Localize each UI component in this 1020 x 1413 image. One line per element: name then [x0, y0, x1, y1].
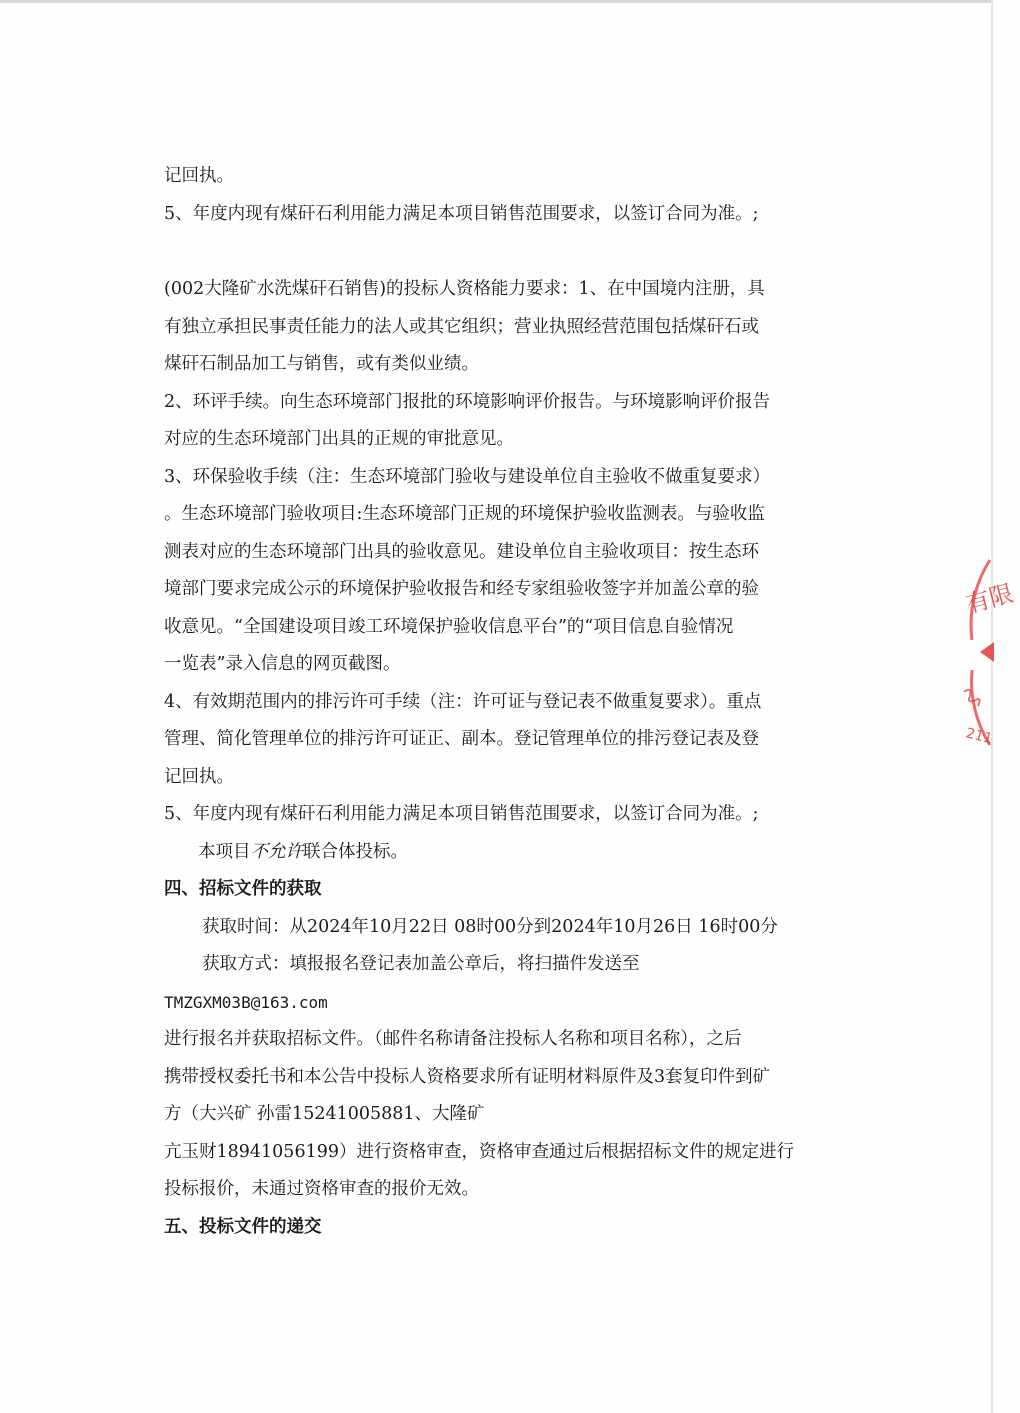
company-seal-stamp [930, 540, 1020, 770]
text-line: 一览表”录入信息的网页截图。 [164, 654, 401, 674]
text-line: 3、环保验收手续（注：生态环境部门验收与建设单位自主验收不做重复要求） [164, 466, 771, 487]
text-line: 收意见。“全国建设项目竣工环境保护验收信息平台”的“项目信息自验情况 [164, 616, 734, 637]
acquisition-time: 获取时间：从2024年10月22日 08时00分到2024年10月26日 16时00分 [202, 916, 778, 937]
consortium-line [164, 834, 829, 872]
text-line: 。生态环境部门验收项目:生态环境部门正规的环境保护验收监测表。与验收监 [164, 504, 765, 524]
text-line: 煤矸石制品加工与销售，或有类似业绩。 [164, 354, 479, 374]
email-address: TMZGXM03B@163.com [164, 992, 328, 1012]
blank-line [164, 233, 829, 271]
text-line: 记回执。 [164, 166, 234, 186]
text-line: 亢玉财18941056199）进行资格审查，资格审查通过后根据招标文件的规定进行 [164, 1141, 794, 1162]
text-line: 记回执。 [164, 766, 234, 787]
text-line: 有独立承担民事责任能力的法人或其它组织；营业执照经营范围包括煤矸石或 [164, 316, 759, 337]
text-line: 5、年度内现有煤矸石利用能力满足本项目销售范围要求，以签订合同为准。; [164, 804, 759, 824]
seal-text-bottom: 211 [964, 725, 994, 748]
acquisition-method: 获取方式：填报报名登记表加盖公章后，将扫描件发送至 [202, 954, 640, 974]
section-heading-5: 五、投标文件的递交 [164, 1216, 322, 1237]
text-line: 4、有效期范围内的排污许可手续（注：许可证与登记表不做重复要求）。重点 [164, 691, 762, 712]
document-body [164, 158, 829, 1246]
text-line: 投标报价，未通过资格审查的报价无效。 [164, 1179, 479, 1199]
text-line: 境部门要求完成公示的环境保护验收报告和经专家组验收签字并加盖公章的验 [164, 579, 759, 599]
section-heading-4: 四、招标文件的获取 [164, 879, 322, 899]
consortium-suffix: 联合体投标。 [303, 841, 408, 862]
scan-top-edge [0, 0, 993, 3]
text-line: 2、环评手续。向生态环境部门报批的环境影响评价报告。与环境影响评价报告 [164, 391, 771, 412]
text-line: 携带授权委托书和本公告中投标人资格要求所有证明材料原件及3套复印件到矿 [164, 1066, 771, 1087]
seal-star-icon [980, 642, 994, 662]
text-line: (002大隆矿水洗煤矸石销售)的投标人资格能力要求：1、在中国境内注册，具 [164, 279, 765, 299]
text-line: 管理、简化管理单位的排污许可证正、副本。登记管理单位的排污登记表及登 [164, 729, 759, 749]
seal-text-top: 有限 [962, 579, 1017, 619]
text-line: 进行报名并获取招标文件。（邮件名称请备注投标人名称和项目名称），之后 [164, 1029, 742, 1049]
text-line: 测表对应的生态环境部门出具的验收意见。建设单位自主验收项目：按生态环 [164, 541, 759, 562]
text-line: 方（大兴矿 孙雷15241005881、大隆矿 [164, 1104, 485, 1124]
text-line: 对应的生态环境部门出具的正规的审批意见。 [164, 429, 514, 449]
consortium-emphasis: 不允许 [250, 841, 303, 862]
text-line: 5、年度内现有煤矸石利用能力满足本项目销售范围要求，以签订合同为准。; [164, 203, 759, 224]
consortium-prefix: 本项目 [198, 841, 251, 862]
